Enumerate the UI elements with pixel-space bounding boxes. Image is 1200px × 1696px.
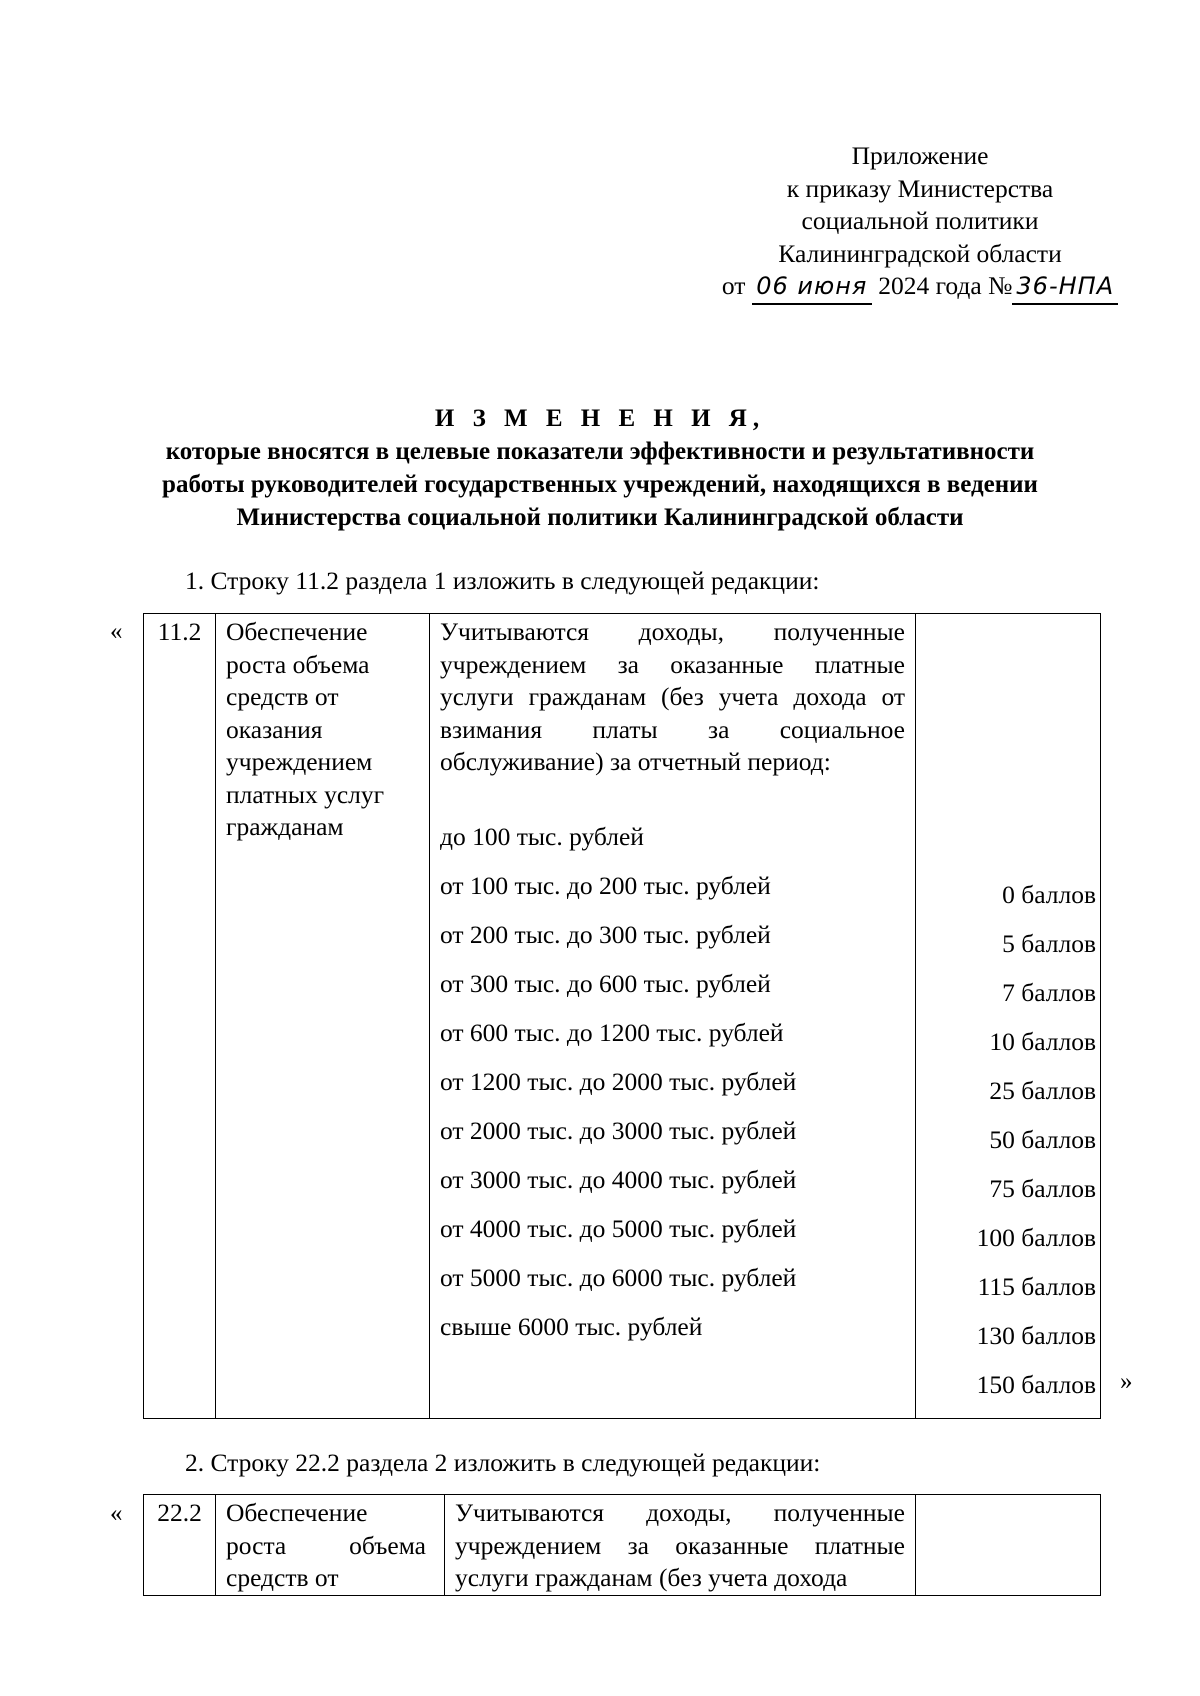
document-title	[100, 402, 1100, 534]
range-label: от 300 тыс. до 600 тыс. рублей	[440, 968, 771, 998]
appendix-line-ministry: социальной политики	[801, 206, 1039, 235]
handwritten-number: 36-НПА	[1012, 270, 1118, 305]
range-label: от 5000 тыс. до 6000 тыс. рублей	[440, 1262, 797, 1292]
range-points: 7 баллов	[1002, 978, 1096, 1007]
year-text: 2024 года №	[878, 271, 1013, 300]
section2-table	[143, 1494, 1101, 1596]
range-points: 25 баллов	[989, 1076, 1096, 1105]
indicator-name-text: Обеспечение роста объема средств от оказания учреждением платных услуг гражданам	[226, 617, 385, 841]
indicator-name	[216, 614, 430, 1419]
appendix-date-line	[640, 270, 1200, 305]
description-text: Учитываются доходы, полученные учреждением за оказанные платные услуги гражданам (без учета дохода	[455, 1498, 905, 1592]
appendix-title: Приложение	[851, 141, 989, 170]
range-label: до 100 тыс. рублей	[440, 821, 644, 851]
indicator-name	[216, 1495, 445, 1596]
section1-table	[143, 613, 1101, 1419]
row-number: 22.2	[144, 1495, 216, 1596]
range-label: от 200 тыс. до 300 тыс. рублей	[440, 919, 771, 949]
table-row	[144, 614, 1101, 1419]
from-label: от	[721, 271, 746, 300]
title-line-3: Министерства социальной политики Калининградской области	[236, 504, 964, 531]
indicator-description	[445, 1495, 916, 1596]
section2-paragraph: 2. Строку 22.2 раздела 2 изложить в следующей редакции:	[185, 1448, 821, 1477]
range-points: 10 баллов	[989, 1027, 1096, 1056]
title-heading: И З М Е Н Е Н И Я,	[434, 405, 766, 432]
range-label: от 2000 тыс. до 3000 тыс. рублей	[440, 1115, 797, 1145]
points-column	[916, 614, 1101, 1419]
title-line-2: работы руководителей государственных учреждений, находящихся в ведении	[162, 471, 1038, 498]
indicator-description	[430, 614, 916, 1419]
range-label: от 600 тыс. до 1200 тыс. рублей	[440, 1017, 784, 1047]
range-points: 0 баллов	[1002, 880, 1096, 909]
section1-close-quote: »	[1120, 1368, 1133, 1395]
section2-open-quote: «	[110, 1500, 123, 1527]
range-points: 130 баллов	[976, 1321, 1096, 1350]
points-list	[916, 879, 1100, 1418]
range-points: 5 баллов	[1002, 929, 1096, 958]
range-points: 100 баллов	[976, 1223, 1096, 1252]
indicator-name-text: Обеспечение роста объема средств от	[226, 1498, 426, 1592]
row-number: 11.2	[144, 614, 216, 1419]
range-label: от 100 тыс. до 200 тыс. рублей	[440, 870, 771, 900]
appendix-header	[640, 140, 1200, 305]
range-label: от 4000 тыс. до 5000 тыс. рублей	[440, 1213, 797, 1243]
range-label: свыше 6000 тыс. рублей	[440, 1311, 703, 1341]
appendix-line-region: Калининградской области	[778, 238, 1062, 268]
range-label: от 3000 тыс. до 4000 тыс. рублей	[440, 1164, 797, 1194]
range-points: 75 баллов	[989, 1174, 1096, 1203]
title-line-1: которые вносятся в целевые показатели эффективности и результативности	[165, 438, 1035, 465]
range-label: от 1200 тыс. до 2000 тыс. рублей	[440, 1066, 797, 1096]
ranges-list	[440, 821, 905, 1360]
points-column	[916, 1495, 1101, 1596]
range-points: 150 баллов	[976, 1370, 1096, 1399]
handwritten-date: 06 июня	[752, 270, 872, 305]
appendix-line-order: к приказу Министерства	[786, 173, 1054, 203]
description-text: Учитываются доходы, полученные учреждением за оказанные платные услуги гражданам (без учета дохода от взимания платы за социальное обслуживание) за отчетный период:	[440, 617, 905, 776]
range-points: 50 баллов	[989, 1125, 1096, 1154]
range-points: 115 баллов	[977, 1272, 1096, 1301]
section1-paragraph: 1. Строку 11.2 раздела 1 изложить в следующей редакции:	[185, 566, 820, 595]
table-row	[144, 1495, 1101, 1596]
section1-open-quote: «	[110, 618, 123, 645]
